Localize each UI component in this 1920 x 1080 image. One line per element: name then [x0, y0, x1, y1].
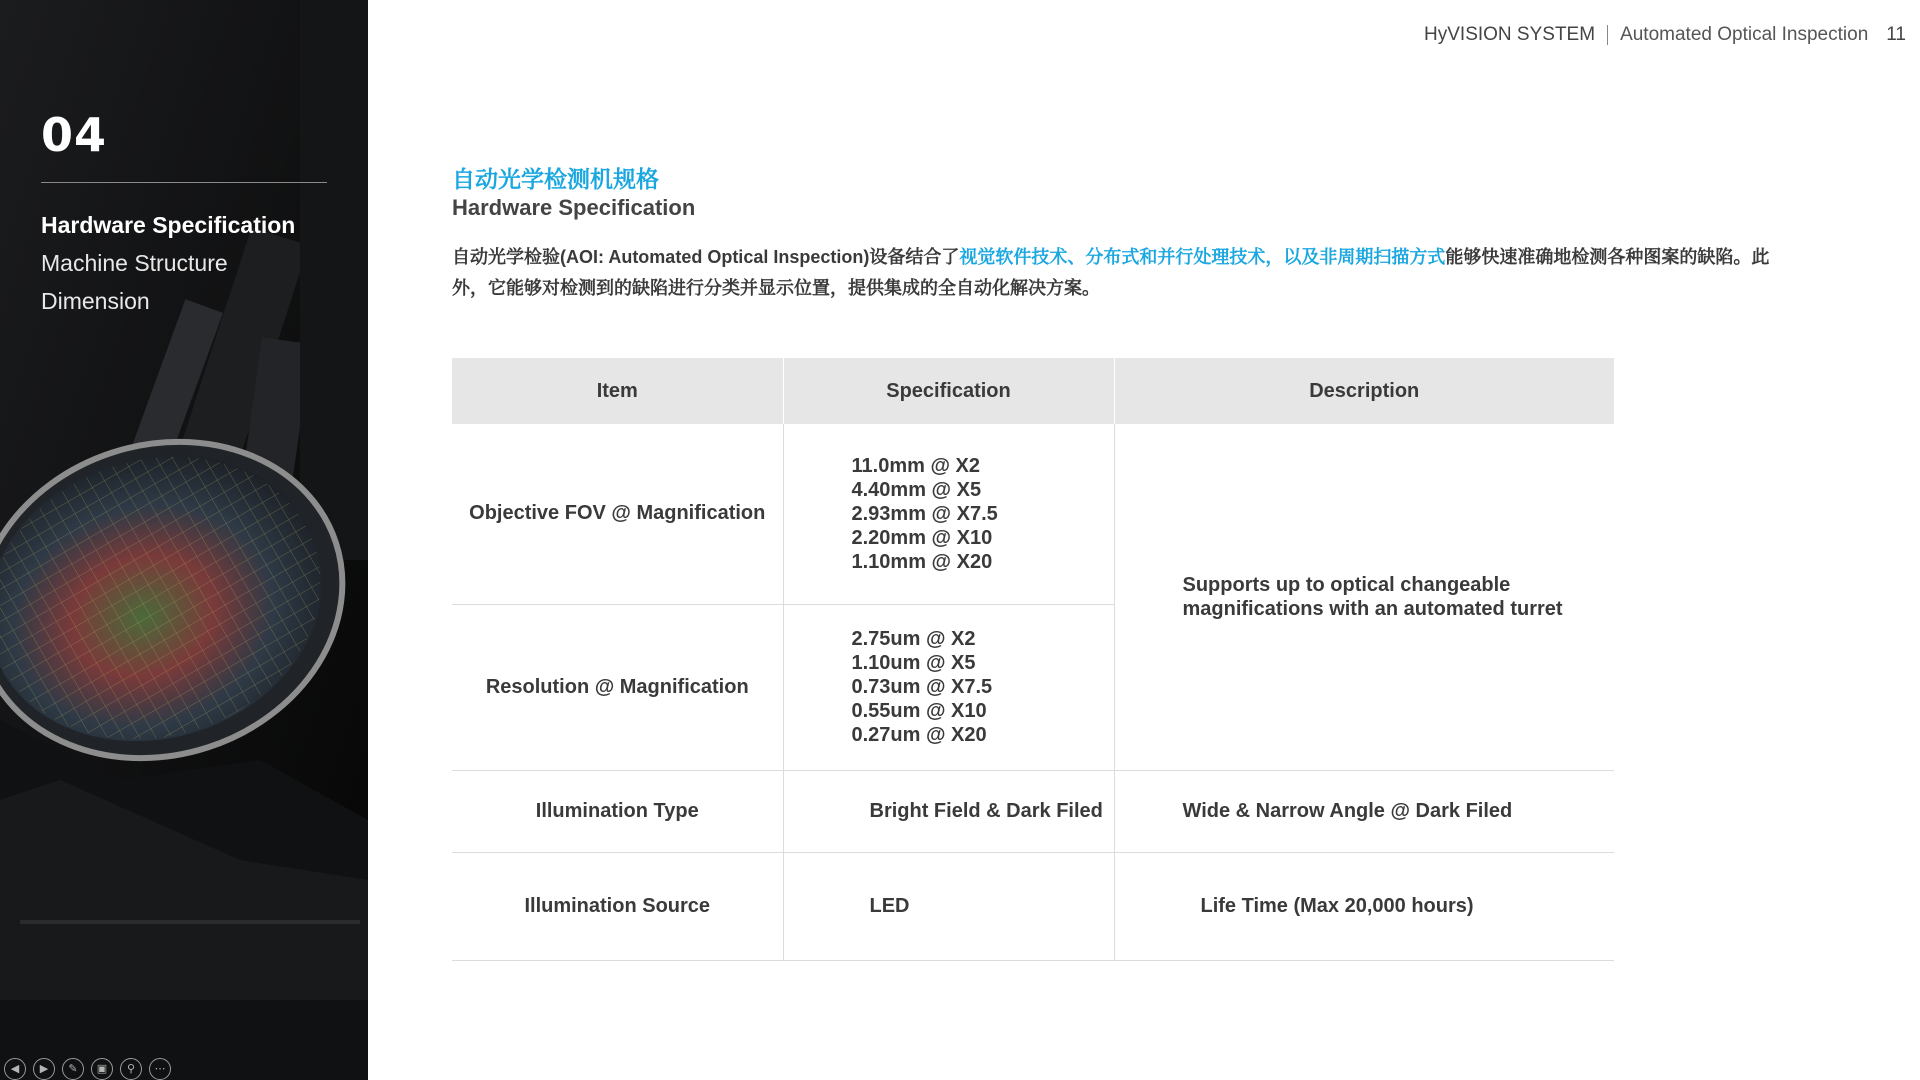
header-description: Description [1114, 358, 1614, 424]
intro-text-1: 自动光学检验(AOI: Automated Optical Inspection)设备结合了 [452, 247, 960, 267]
item-cell: Resolution @ Magnification [452, 604, 783, 770]
section-divider [41, 182, 327, 183]
spec-cell [783, 604, 1114, 770]
pen-icon[interactable]: ✎ [62, 1058, 84, 1080]
sidebar-panel [0, 0, 368, 1080]
spec-line: 0.55um @ X10 [851, 700, 987, 722]
spec-line: 1.10mm @ X20 [851, 550, 993, 573]
description-line: Supports up to optical changeable [1182, 573, 1511, 596]
header-divider [1607, 25, 1608, 45]
spec-value: Bright Field & Dark Filed [869, 799, 1103, 822]
spec-line: 0.73um @ X7.5 [851, 676, 993, 698]
spec-cell [783, 770, 1114, 852]
intro-highlight: 视觉软件技术、分布式和并行处理技术，以及非周期扫描方式 [959, 247, 1446, 267]
brand-name: HyVISION SYSTEM [1424, 24, 1596, 45]
page-title-en: Hardware Specification [452, 195, 696, 220]
spec-line: 1.10um @ X5 [851, 652, 976, 674]
sidebar-item-dimension[interactable]: Dimension [41, 288, 150, 314]
more-icon[interactable]: ⋯ [149, 1058, 171, 1080]
slides-icon[interactable]: ▣ [91, 1058, 113, 1080]
spec-table [452, 358, 1614, 961]
description-line: magnifications with an automated turret [1182, 597, 1563, 620]
header-item: Item [452, 358, 783, 424]
zoom-icon[interactable]: ⚲ [120, 1058, 142, 1080]
page-header [1424, 24, 1906, 46]
sidebar-nav [41, 206, 295, 320]
spec-cell [783, 424, 1114, 604]
page-title-cn: 自动光学检测机规格 [452, 166, 659, 192]
slideshow-controls [4, 1058, 171, 1080]
item-cell: Illumination Source [452, 852, 783, 960]
description-cell [1114, 852, 1614, 960]
sidebar-item-hardware-specification[interactable]: Hardware Specification [41, 212, 296, 238]
page-number: 11 [1886, 24, 1906, 45]
description-cell-merged [1114, 424, 1614, 770]
section-number: 04 [41, 108, 108, 162]
table-row [452, 770, 1614, 852]
spec-line: 2.20mm @ X10 [851, 526, 993, 549]
spec-line: 2.93mm @ X7.5 [851, 502, 998, 525]
next-icon[interactable]: ▶ [33, 1058, 55, 1080]
main-content [452, 164, 1782, 304]
description-value: Wide & Narrow Angle @ Dark Filed [1182, 799, 1513, 822]
spec-cell [783, 852, 1114, 960]
wafer-machine-image [0, 0, 368, 1080]
item-cell: Illumination Type [452, 770, 783, 852]
spec-line: 0.27um @ X20 [851, 724, 987, 746]
intro-paragraph [452, 242, 1792, 304]
spec-value: LED [869, 894, 910, 917]
section-name: Automated Optical Inspection [1620, 24, 1869, 45]
previous-icon[interactable]: ◀ [4, 1058, 26, 1080]
table-header-row [452, 358, 1614, 424]
description-cell [1114, 770, 1614, 852]
intro-text-2: 能够快速准确地检测各种图案的缺陷。此外，它能够对检测到的缺陷进行分类并显示位置，提供集成的全自动化解决方案。 [452, 247, 1770, 298]
sidebar-item-machine-structure[interactable]: Machine Structure [41, 250, 228, 276]
header-specification: Specification [783, 358, 1114, 424]
spec-line: 4.40mm @ X5 [851, 478, 982, 501]
spec-line: 11.0mm @ X2 [851, 454, 980, 477]
table-row [452, 424, 1614, 604]
spec-line: 2.75um @ X2 [851, 628, 976, 650]
item-cell: Objective FOV @ Magnification [452, 424, 783, 604]
description-value: Life Time (Max 20,000 hours) [1200, 894, 1474, 917]
table-row [452, 852, 1614, 960]
